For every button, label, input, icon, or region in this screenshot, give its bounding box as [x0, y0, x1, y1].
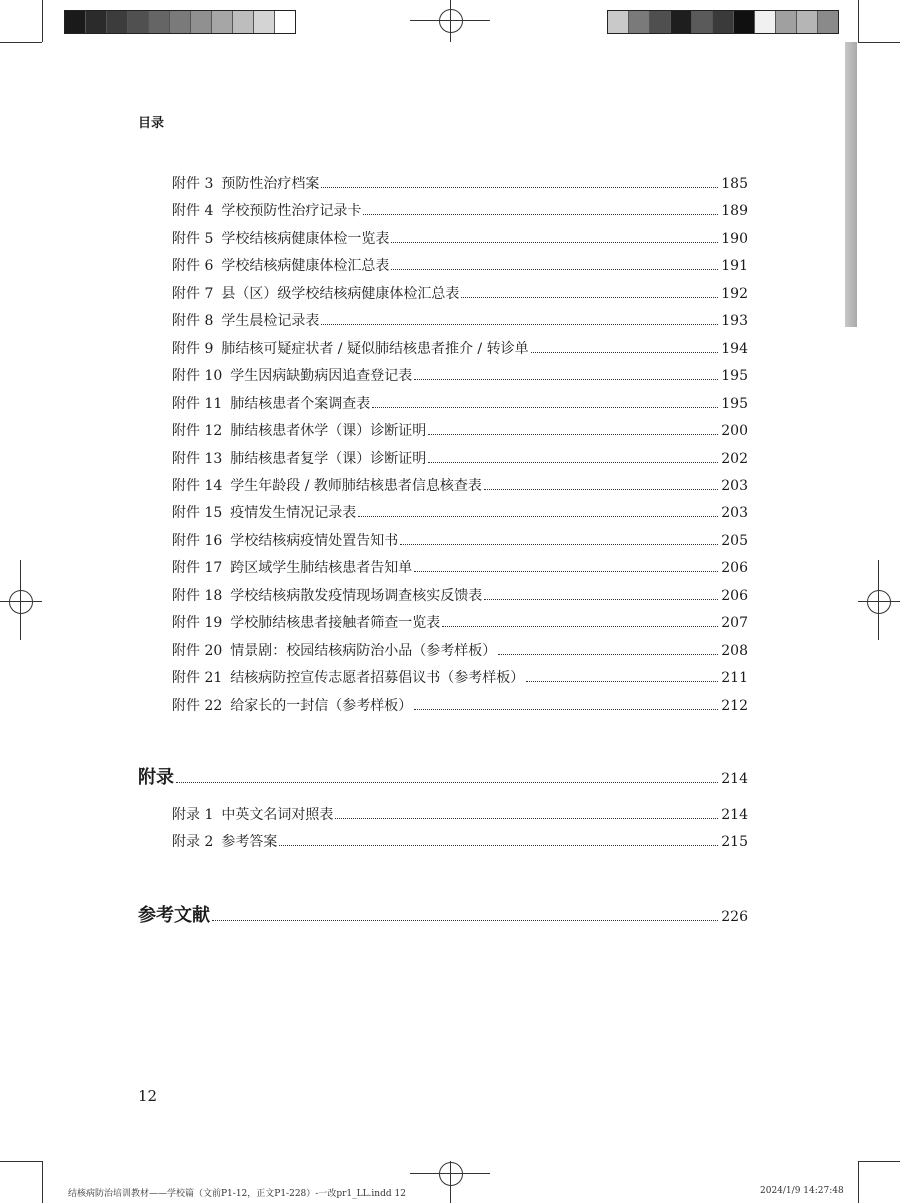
entry-number: 附件 6 [172, 258, 214, 274]
registration-cross [20, 560, 21, 640]
entry-number: 附件 7 [172, 286, 214, 302]
color-patch [797, 11, 818, 33]
toc-entry[interactable] [172, 450, 748, 468]
toc-entry[interactable] [172, 367, 748, 385]
print-slug-time: 2024/1/9 14:27:48 [760, 1186, 844, 1196]
entry-number: 附件 13 [172, 451, 223, 467]
leader-dots [461, 296, 718, 298]
page-ref: 195 [721, 396, 748, 412]
entry-number: 附件 16 [172, 533, 223, 549]
running-head: 目录 [138, 116, 165, 131]
entry-number: 附件 14 [172, 478, 223, 494]
toc-entry[interactable] [172, 285, 748, 303]
entry-title: 肺结核可疑症状者 / 疑似肺结核患者推介 / 转诊单 [221, 341, 529, 357]
toc-section-references[interactable] [138, 901, 748, 927]
color-patch [650, 11, 671, 33]
registration-mark-bottom [439, 1162, 463, 1186]
entry-number: 附件 19 [172, 615, 223, 631]
crop-mark [0, 1161, 42, 1162]
leader-dots [176, 781, 718, 783]
leader-dots [414, 708, 718, 710]
page-ref: 206 [721, 588, 748, 604]
leader-dots [335, 817, 718, 819]
color-patch [671, 11, 692, 33]
toc-entry[interactable] [172, 669, 748, 687]
toc-entry[interactable] [172, 697, 748, 715]
leader-dots [391, 241, 718, 243]
toc-entry[interactable] [172, 559, 748, 577]
color-patch [128, 11, 149, 33]
page-ref: 185 [721, 176, 748, 192]
leader-dots [358, 515, 718, 517]
entry-title: 结核病防控宣传志愿者招募倡议书（参考样板） [230, 670, 525, 686]
entry-title: 学校预防性治疗记录卡 [221, 203, 362, 219]
leader-dots [363, 213, 718, 215]
registration-mark-left [9, 590, 33, 614]
entry-number: 附件 3 [172, 176, 214, 192]
crop-mark [42, 1161, 43, 1203]
page-number: 12 [138, 1087, 158, 1105]
color-patch [86, 11, 107, 33]
page-ref: 189 [721, 203, 748, 219]
color-patch [629, 11, 650, 33]
entry-number: 附件 21 [172, 670, 223, 686]
registration-cross [858, 601, 900, 602]
color-patch [170, 11, 191, 33]
toc-entry[interactable] [172, 340, 748, 358]
entry-number: 附件 11 [172, 396, 223, 412]
entry-number: 附件 4 [172, 203, 214, 219]
entry-title: 跨区域学生肺结核患者告知单 [230, 560, 413, 576]
toc-entry[interactable] [172, 230, 748, 248]
color-patch [254, 11, 275, 33]
color-patch [818, 11, 838, 33]
crop-mark [858, 1161, 900, 1162]
color-patch [713, 11, 734, 33]
registration-cross [450, 0, 451, 42]
page-ref: 205 [721, 533, 748, 549]
registration-mark-right [867, 590, 891, 614]
entry-number: 附件 18 [172, 588, 223, 604]
section-title: 参考文献 [138, 905, 210, 926]
leader-dots [391, 268, 718, 270]
entry-number: 附件 12 [172, 423, 223, 439]
color-patch [233, 11, 254, 33]
leader-dots [400, 543, 718, 545]
registration-cross [878, 560, 879, 640]
toc-entry[interactable] [172, 833, 748, 851]
entry-title: 情景剧：校园结核病防治小品（参考样板） [230, 643, 497, 659]
page-ref: 195 [721, 368, 748, 384]
leader-dots [414, 570, 718, 572]
entry-title: 学校结核病疫情处置告知书 [230, 533, 399, 549]
page-ref: 214 [721, 771, 748, 787]
thumb-tab-bar [845, 42, 857, 327]
page-ref: 215 [721, 834, 748, 850]
entry-number: 附件 10 [172, 368, 223, 384]
leader-dots [321, 323, 718, 325]
entry-title: 肺结核患者休学（课）诊断证明 [230, 423, 427, 439]
page-ref: 211 [721, 670, 748, 686]
entry-title: 学校肺结核患者接触者筛查一览表 [230, 615, 441, 631]
registration-mark-top [439, 9, 463, 33]
toc-entry[interactable] [172, 395, 748, 413]
page-ref: 212 [721, 698, 748, 714]
page-ref: 194 [721, 341, 748, 357]
page-ref: 193 [721, 313, 748, 329]
color-patch [191, 11, 212, 33]
entry-number: 附录 1 [172, 807, 214, 823]
registration-cross [450, 1161, 451, 1203]
color-bar-left [64, 10, 296, 34]
page-ref: 190 [721, 231, 748, 247]
toc-entry[interactable] [172, 587, 748, 605]
entry-title: 参考答案 [221, 834, 278, 850]
toc-entry[interactable] [172, 422, 748, 440]
entry-number: 附件 9 [172, 341, 214, 357]
color-patch [275, 11, 295, 33]
toc-entry[interactable] [172, 642, 748, 660]
toc-entry[interactable] [172, 614, 748, 632]
entry-title: 学校结核病健康体检汇总表 [221, 258, 390, 274]
crop-mark [858, 1161, 859, 1203]
entry-title: 中英文名词对照表 [221, 807, 334, 823]
crop-mark [858, 0, 859, 42]
page-ref: 202 [721, 451, 748, 467]
color-patch [734, 11, 755, 33]
entry-title: 疫情发生情况记录表 [230, 505, 357, 521]
leader-dots [484, 598, 718, 600]
page-ref: 200 [721, 423, 748, 439]
leader-dots [526, 680, 718, 682]
leader-dots [321, 186, 718, 188]
page-ref: 206 [721, 560, 748, 576]
toc-entry[interactable] [172, 504, 748, 522]
page-ref: 192 [721, 286, 748, 302]
print-slug-file: 结核病防治培训教材——学校篇（文前P1-12，正文P1-228）-一改pr1_LL.indd 12 [68, 1189, 406, 1199]
page-ref: 226 [721, 909, 748, 925]
color-patch [212, 11, 233, 33]
toc-entry[interactable] [172, 175, 748, 193]
entry-number: 附件 15 [172, 505, 223, 521]
leader-dots [414, 378, 718, 380]
toc-entry[interactable] [172, 257, 748, 275]
leader-dots [372, 406, 718, 408]
page-ref: 203 [721, 505, 748, 521]
toc-entry[interactable] [172, 806, 748, 824]
entry-number: 附件 8 [172, 313, 214, 329]
leader-dots [279, 844, 718, 846]
leader-dots [428, 433, 718, 435]
color-patch [755, 11, 776, 33]
page-ref: 203 [721, 478, 748, 494]
entry-title: 预防性治疗档案 [221, 176, 320, 192]
entry-title: 县（区）级学校结核病健康体检汇总表 [221, 286, 460, 302]
color-patch [107, 11, 128, 33]
entry-title: 学校结核病健康体检一览表 [221, 231, 390, 247]
color-patch [149, 11, 170, 33]
color-bar-right [607, 10, 839, 34]
entry-title: 学生年龄段 / 教师肺结核患者信息核查表 [230, 478, 482, 494]
section-title: 附录 [138, 767, 174, 788]
leader-dots [484, 488, 718, 490]
leader-dots [428, 461, 718, 463]
entry-number: 附件 22 [172, 698, 223, 714]
toc-entry[interactable] [172, 532, 748, 550]
entry-title: 学生晨检记录表 [221, 313, 320, 329]
color-patch [692, 11, 713, 33]
entry-number: 附件 17 [172, 560, 223, 576]
page-ref: 208 [721, 643, 748, 659]
entry-number: 附录 2 [172, 834, 214, 850]
color-patch [776, 11, 797, 33]
color-patch [608, 11, 629, 33]
entry-number: 附件 5 [172, 231, 214, 247]
crop-mark [0, 42, 42, 43]
page-ref: 214 [721, 807, 748, 823]
crop-mark [858, 42, 900, 43]
toc-entry[interactable] [172, 202, 748, 220]
crop-mark [42, 0, 43, 42]
toc-entry[interactable] [172, 312, 748, 330]
entry-title: 学生因病缺勤病因追查登记表 [230, 368, 413, 384]
registration-cross [0, 601, 42, 602]
entry-title: 给家长的一封信（参考样板） [230, 698, 413, 714]
entry-title: 肺结核患者个案调查表 [230, 396, 371, 412]
leader-dots [212, 919, 718, 921]
leader-dots [442, 625, 718, 627]
leader-dots [498, 653, 718, 655]
entry-title: 学校结核病散发疫情现场调查核实反馈表 [230, 588, 483, 604]
page-ref: 207 [721, 615, 748, 631]
leader-dots [531, 351, 719, 353]
page-ref: 191 [721, 258, 748, 274]
entry-number: 附件 20 [172, 643, 223, 659]
toc-section-appendix[interactable] [138, 763, 748, 789]
toc-entry[interactable] [172, 477, 748, 495]
entry-title: 肺结核患者复学（课）诊断证明 [230, 451, 427, 467]
color-patch [65, 11, 86, 33]
